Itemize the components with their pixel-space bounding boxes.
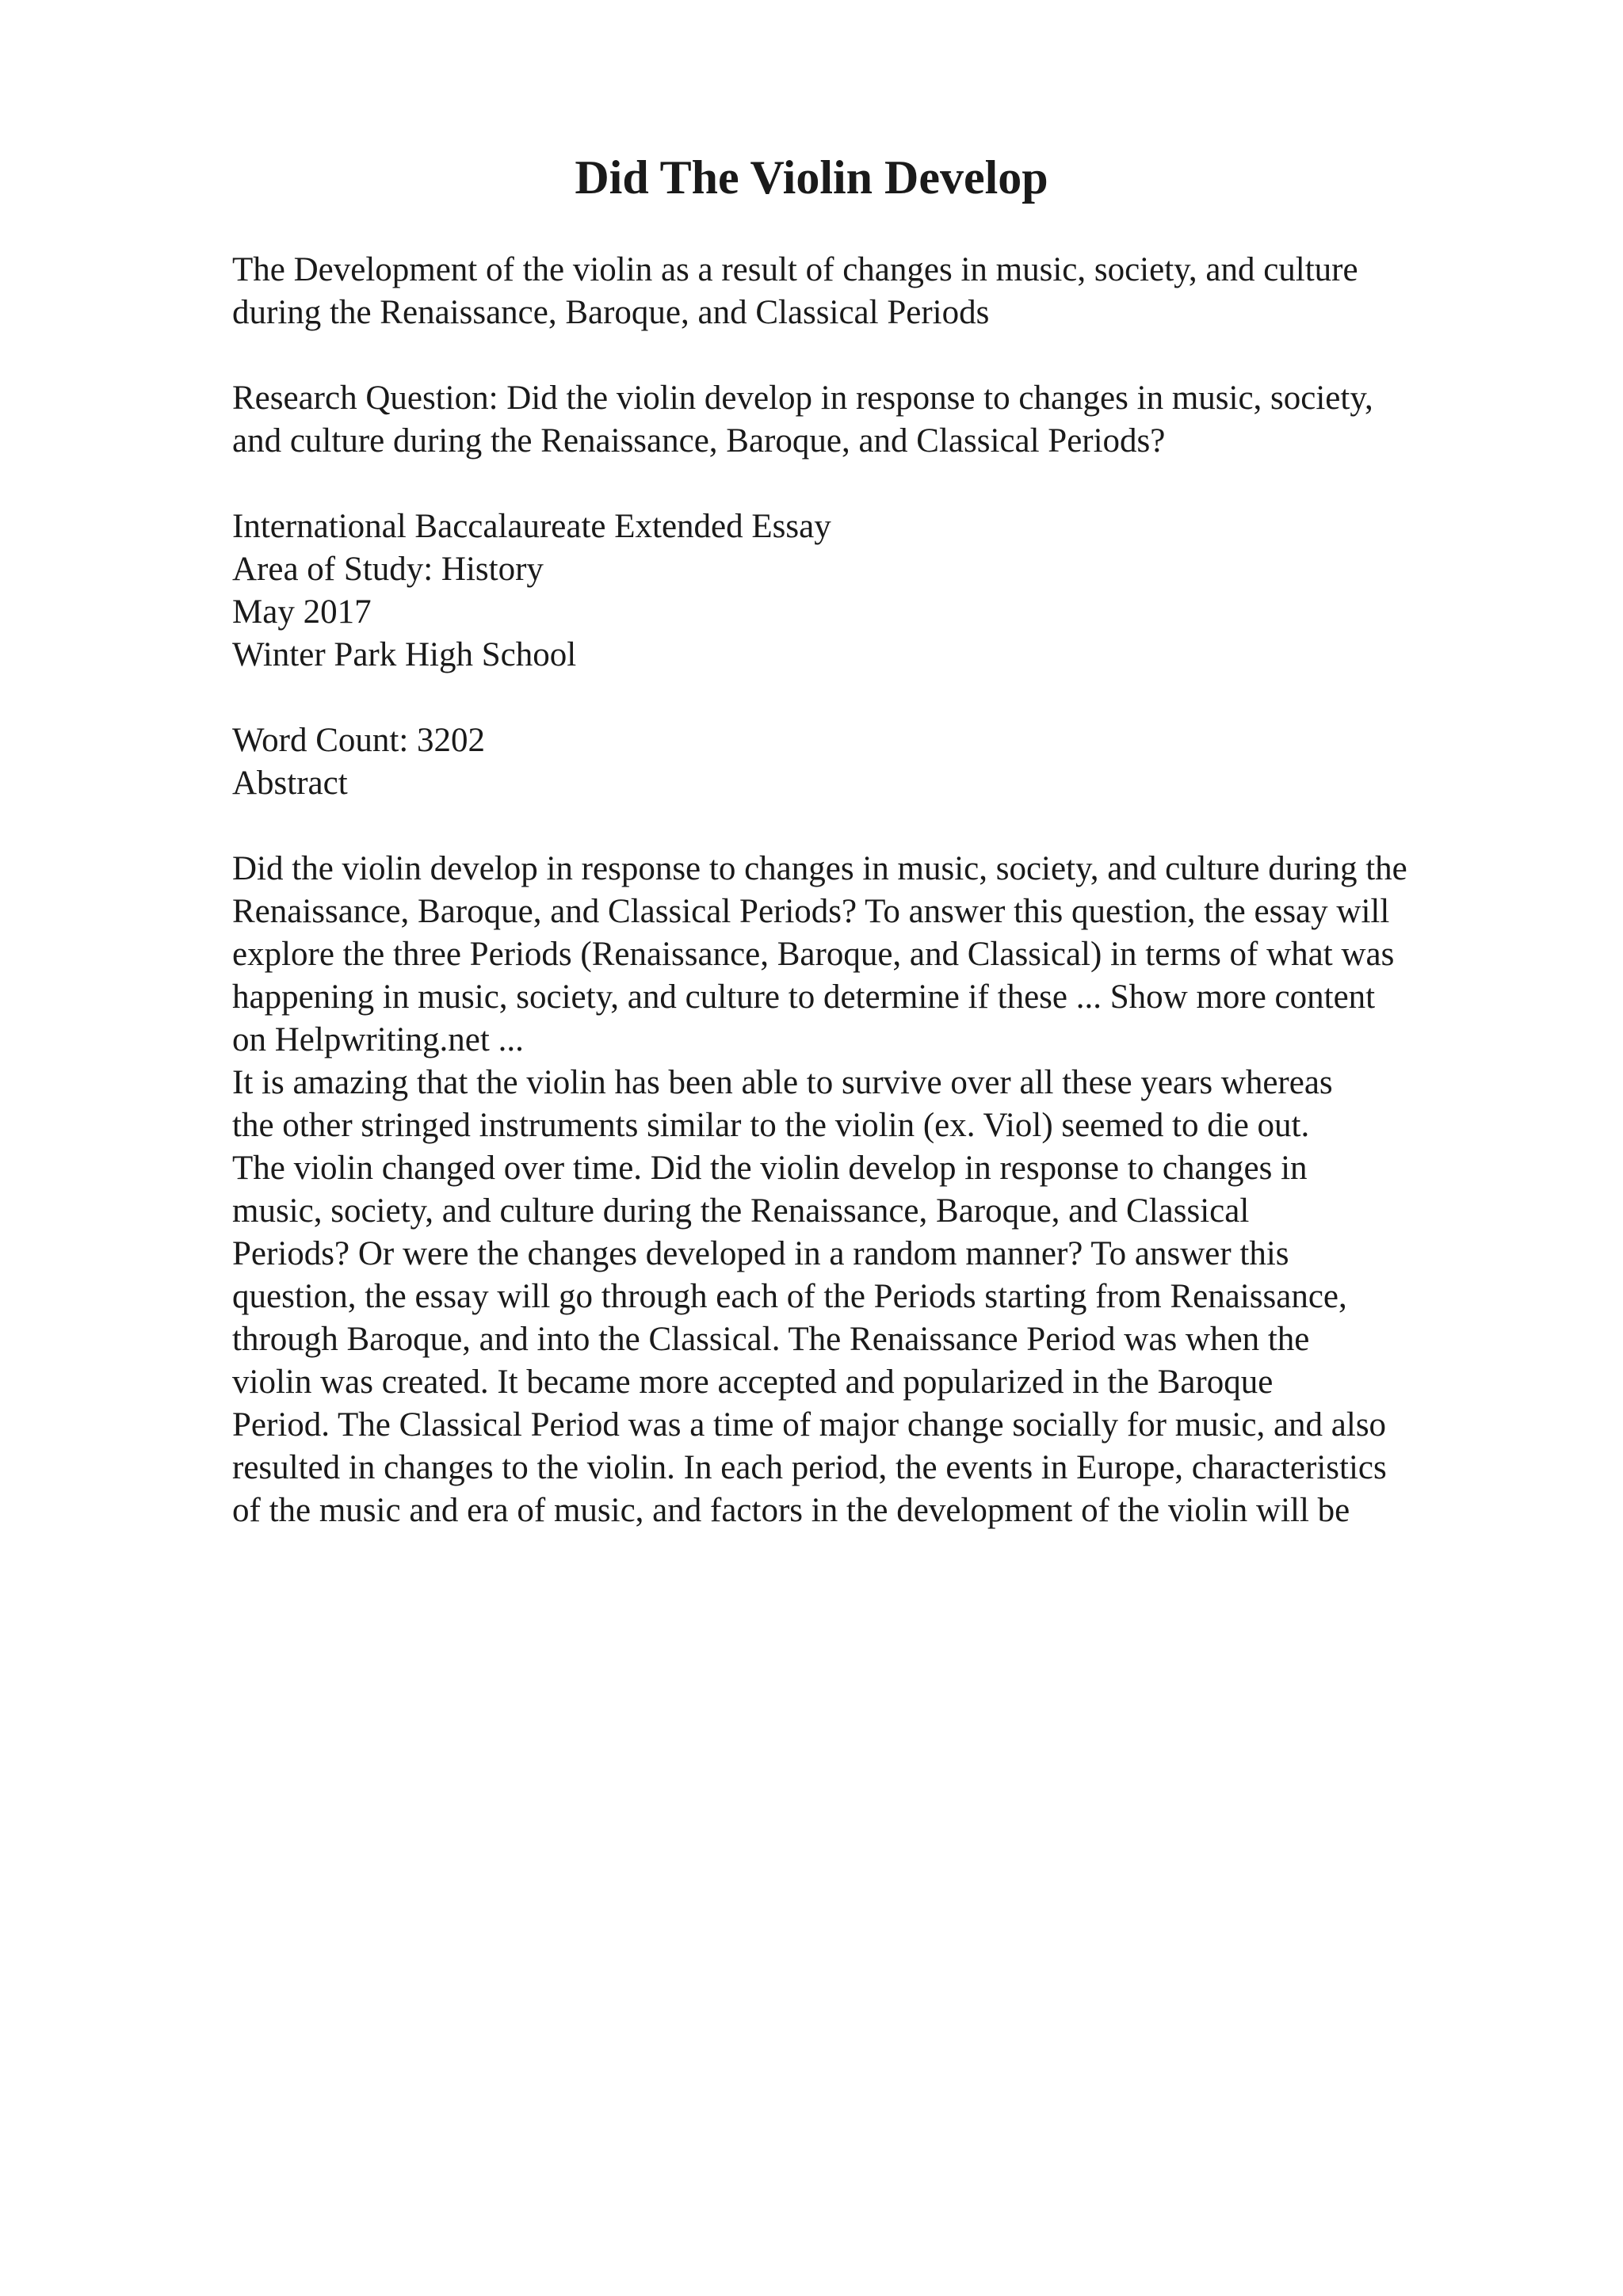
abstract-line: explore the three Periods (Renaissance, Baroque, and Classical) in terms of what was [232, 936, 1395, 973]
word-count: Word Count: 3202 [232, 722, 486, 759]
body-line: the other stringed instruments similar to the violin (ex. Viol) seemed to die out. [232, 1107, 1310, 1144]
abstract-line: happening in music, society, and culture to determine if these ... Show more content [232, 978, 1376, 1016]
research-question-line: and culture during the Renaissance, Baroque, and Classical Periods? [232, 422, 1166, 460]
abstract-body [232, 848, 1548, 1532]
meta-line: May 2017 [232, 593, 372, 631]
body-line: violin was created. It became more accepted and popularized in the Baroque [232, 1363, 1274, 1401]
body-line: Period. The Classical Period was a time of major change socially for music, and also [232, 1406, 1387, 1444]
subtitle [232, 249, 1548, 334]
meta-line: Winter Park High School [232, 636, 577, 673]
abstract-line: on Helpwriting.net ... [232, 1021, 524, 1058]
body-line: music, society, and culture during the Renaissance, Baroque, and Classical [232, 1192, 1250, 1230]
abstract-line: Renaissance, Baroque, and Classical Periods? To answer this question, the essay will [232, 893, 1390, 930]
word-count-block [232, 719, 1548, 805]
meta-line: Area of Study: History [232, 551, 544, 588]
meta-line: International Baccalaureate Extended Essay [232, 508, 831, 545]
abstract-heading: Abstract [232, 765, 348, 802]
body-line: The violin changed over time. Did the violin develop in response to changes in [232, 1150, 1308, 1187]
document-title: Did The Violin Develop [575, 151, 1048, 204]
body-line: It is amazing that the violin has been able to survive over all these years whereas [232, 1064, 1333, 1101]
body-line: Periods? Or were the changes developed in a random manner? To answer this [232, 1235, 1289, 1272]
subtitle-line: The Development of the violin as a result of changes in music, society, and culture [232, 251, 1358, 288]
body-line: of the music and era of music, and factors in the development of the violin will be [232, 1492, 1350, 1529]
body-line: through Baroque, and into the Classical. The Renaissance Period was when the [232, 1321, 1310, 1358]
abstract-line: Did the violin develop in response to changes in music, society, and culture during the [232, 850, 1407, 887]
research-question-line: Research Question: Did the violin develop in response to changes in music, society, [232, 379, 1373, 417]
research-question [232, 377, 1548, 463]
body-line: resulted in changes to the violin. In each period, the events in Europe, characteristics [232, 1449, 1387, 1486]
essay-meta [232, 505, 1548, 677]
subtitle-line: during the Renaissance, Baroque, and Classical Periods [232, 294, 990, 331]
body-line: question, the essay will go through each of the Periods starting from Renaissance, [232, 1278, 1347, 1315]
